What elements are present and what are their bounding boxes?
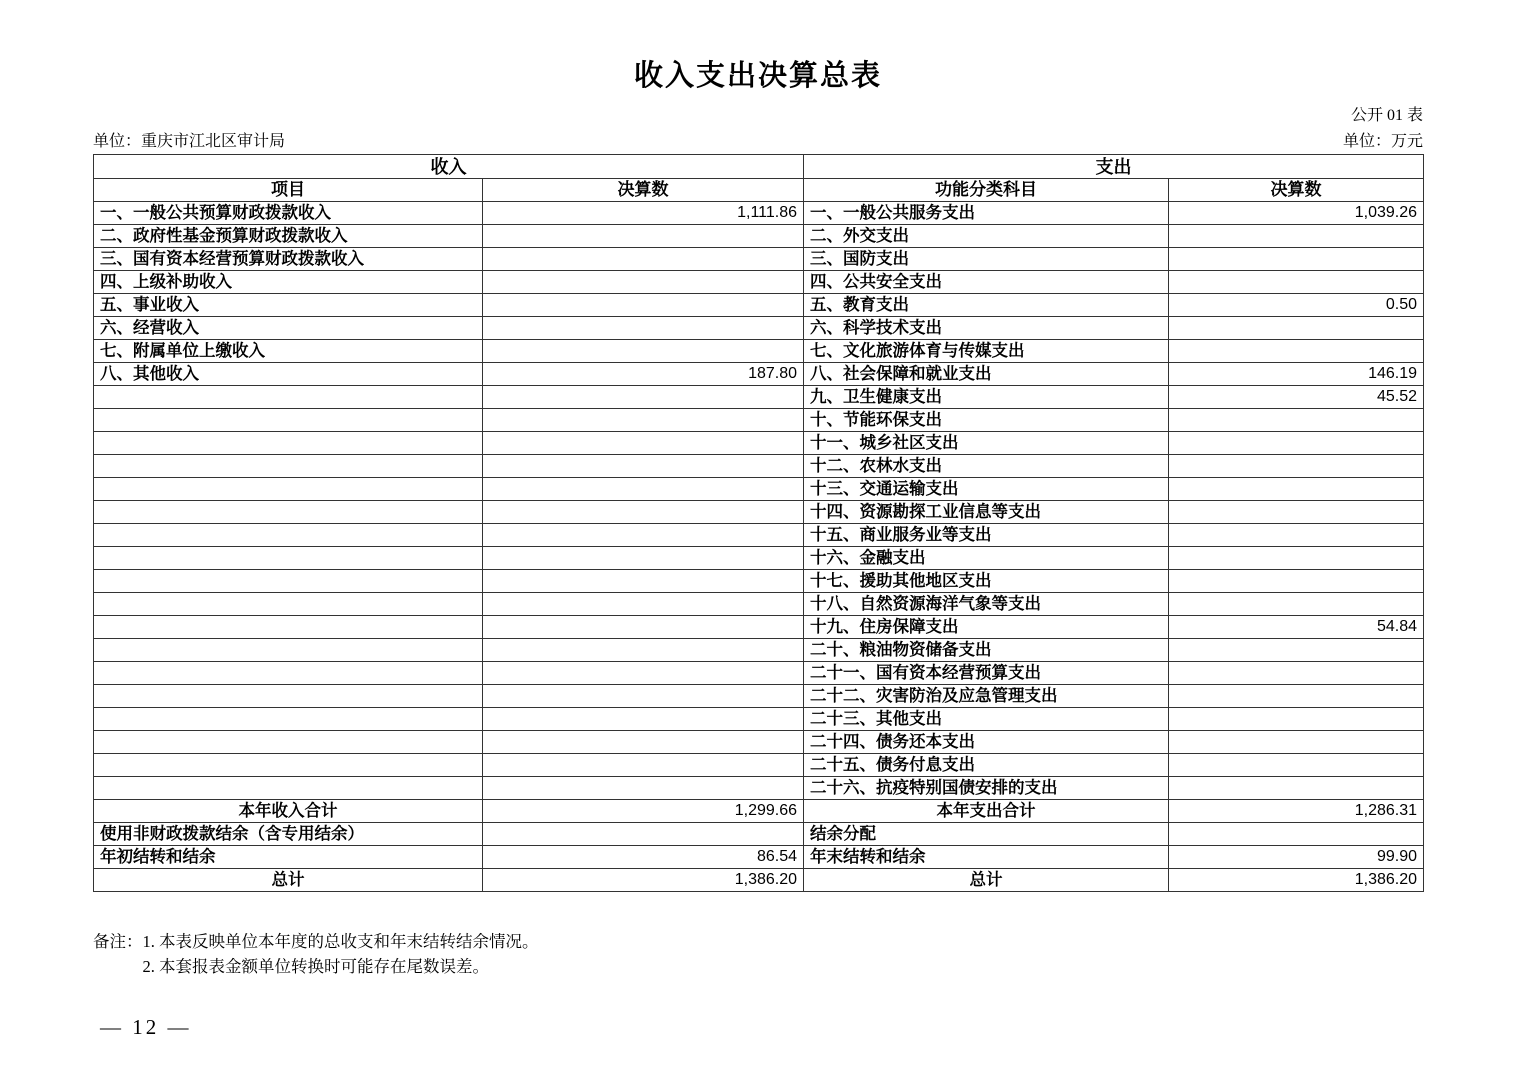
income-item-cell xyxy=(94,524,483,547)
meta-row xyxy=(93,128,1423,154)
income-item-cell xyxy=(94,455,483,478)
expense-value-cell xyxy=(1169,662,1424,685)
note-line: 1. 本表反映单位本年度的总收支和年末结转结余情况。 xyxy=(142,932,539,951)
page-title: 收入支出决算总表 xyxy=(633,60,882,92)
table-row xyxy=(94,409,1424,432)
notes-lines xyxy=(143,929,1424,979)
expense-item-cell: 十四、资源勘探工业信息等支出 xyxy=(804,501,1169,524)
expense-value-cell xyxy=(1169,455,1424,478)
column-header-income-amount: 决算数 xyxy=(483,179,804,202)
table-row xyxy=(94,202,1424,225)
expense-summary-value-cell: 1,386.20 xyxy=(1169,869,1424,892)
expense-item-cell: 二十三、其他支出 xyxy=(804,708,1169,731)
income-item-cell xyxy=(94,639,483,662)
expense-value-cell xyxy=(1169,432,1424,455)
expense-value-cell xyxy=(1169,708,1424,731)
expense-value-cell xyxy=(1169,685,1424,708)
income-item-cell xyxy=(94,754,483,777)
income-value-cell xyxy=(483,524,804,547)
income-value-cell xyxy=(483,432,804,455)
expense-item-cell: 二十一、国有资本经营预算支出 xyxy=(804,662,1169,685)
table-row xyxy=(94,731,1424,754)
table-header-row-groups xyxy=(94,155,1424,179)
expense-summary-label-cell: 本年支出合计 xyxy=(804,800,1169,823)
expense-value-cell xyxy=(1169,340,1424,363)
table-row xyxy=(94,386,1424,409)
expense-item-cell: 九、卫生健康支出 xyxy=(804,386,1169,409)
income-item-cell xyxy=(94,708,483,731)
income-item-cell xyxy=(94,685,483,708)
table-row xyxy=(94,248,1424,271)
table-row xyxy=(94,685,1424,708)
table-row xyxy=(94,501,1424,524)
document-page xyxy=(93,0,1423,979)
income-item-cell: 四、上级补助收入 xyxy=(94,271,483,294)
income-value-cell xyxy=(483,478,804,501)
table-row xyxy=(94,317,1424,340)
income-item-cell xyxy=(94,478,483,501)
income-item-cell xyxy=(94,731,483,754)
income-summary-label-cell: 总计 xyxy=(94,869,483,892)
expense-value-cell xyxy=(1169,409,1424,432)
table-row xyxy=(94,524,1424,547)
income-item-cell xyxy=(94,432,483,455)
expense-summary-value-cell xyxy=(1169,823,1424,846)
expense-value-cell xyxy=(1169,731,1424,754)
expense-section-header: 支出 xyxy=(804,155,1424,179)
income-item-cell: 二、政府性基金预算财政拨款收入 xyxy=(94,225,483,248)
table-row xyxy=(94,547,1424,570)
expense-item-cell: 十二、农林水支出 xyxy=(804,455,1169,478)
table-row xyxy=(94,363,1424,386)
expense-item-cell: 二十六、抗疫特别国债安排的支出 xyxy=(804,777,1169,800)
income-value-cell xyxy=(483,593,804,616)
expense-value-cell: 54.84 xyxy=(1169,616,1424,639)
expense-item-cell: 十一、城乡社区支出 xyxy=(804,432,1169,455)
expense-value-cell xyxy=(1169,478,1424,501)
income-summary-label-cell: 使用非财政拨款结余（含专用结余） xyxy=(94,823,483,846)
income-summary-value-cell: 1,386.20 xyxy=(483,869,804,892)
table-row xyxy=(94,708,1424,731)
expense-value-cell xyxy=(1169,317,1424,340)
expense-value-cell xyxy=(1169,593,1424,616)
expense-value-cell xyxy=(1169,501,1424,524)
income-item-cell: 六、经营收入 xyxy=(94,317,483,340)
org-unit-label: 单位：重庆市江北区审计局 xyxy=(93,133,286,150)
income-item-cell xyxy=(94,409,483,432)
column-header-income-item: 项目 xyxy=(94,179,483,202)
income-value-cell xyxy=(483,731,804,754)
income-value-cell xyxy=(483,662,804,685)
expense-value-cell: 146.19 xyxy=(1169,363,1424,386)
income-value-cell xyxy=(483,386,804,409)
table-row xyxy=(94,455,1424,478)
expense-value-cell xyxy=(1169,248,1424,271)
income-item-cell: 三、国有资本经营预算财政拨款收入 xyxy=(94,248,483,271)
income-section-header: 收入 xyxy=(94,155,804,179)
page-number: — 12 — xyxy=(100,1015,192,1039)
expense-item-cell: 二、外交支出 xyxy=(804,225,1169,248)
expense-value-cell xyxy=(1169,570,1424,593)
table-row xyxy=(94,593,1424,616)
expense-summary-label-cell: 年末结转和结余 xyxy=(804,846,1169,869)
expense-value-cell xyxy=(1169,547,1424,570)
income-summary-value-cell: 1,299.66 xyxy=(483,800,804,823)
expense-item-cell: 五、教育支出 xyxy=(804,294,1169,317)
table-summary-row xyxy=(94,846,1424,869)
table-row xyxy=(94,754,1424,777)
notes-block xyxy=(93,929,1423,979)
income-value-cell xyxy=(483,271,804,294)
note-line: 2. 本套报表金额单位转换时可能存在尾数误差。 xyxy=(142,957,489,976)
expense-item-cell: 十六、金融支出 xyxy=(804,547,1169,570)
expense-item-cell: 十八、自然资源海洋气象等支出 xyxy=(804,593,1169,616)
amount-unit-label: 单位：万元 xyxy=(1342,133,1423,150)
table-code: 公开 01 表 xyxy=(1350,107,1423,124)
income-value-cell xyxy=(483,639,804,662)
table-row xyxy=(94,225,1424,248)
table-summary-row xyxy=(94,800,1424,823)
income-value-cell xyxy=(483,570,804,593)
expense-item-cell: 十、节能环保支出 xyxy=(804,409,1169,432)
expense-item-cell: 十五、商业服务业等支出 xyxy=(804,524,1169,547)
income-item-cell xyxy=(94,547,483,570)
expense-item-cell: 十三、交通运输支出 xyxy=(804,478,1169,501)
expense-summary-label-cell: 结余分配 xyxy=(804,823,1169,846)
expense-item-cell: 八、社会保障和就业支出 xyxy=(804,363,1169,386)
income-value-cell xyxy=(483,317,804,340)
expense-value-cell xyxy=(1169,271,1424,294)
table-row xyxy=(94,616,1424,639)
table-summary-row xyxy=(94,823,1424,846)
expense-item-cell: 十九、住房保障支出 xyxy=(804,616,1169,639)
expense-value-cell: 1,039.26 xyxy=(1169,202,1424,225)
table-row xyxy=(94,478,1424,501)
income-item-cell xyxy=(94,616,483,639)
expense-summary-value-cell: 99.90 xyxy=(1169,846,1424,869)
expense-item-cell: 四、公共安全支出 xyxy=(804,271,1169,294)
expense-item-cell: 三、国防支出 xyxy=(804,248,1169,271)
income-item-cell: 八、其他收入 xyxy=(94,363,483,386)
expense-item-cell: 六、科学技术支出 xyxy=(804,317,1169,340)
income-summary-value-cell: 86.54 xyxy=(483,846,804,869)
income-value-cell xyxy=(483,616,804,639)
expense-value-cell xyxy=(1169,754,1424,777)
expense-item-cell: 二十二、灾害防治及应急管理支出 xyxy=(804,685,1169,708)
income-item-cell xyxy=(94,501,483,524)
expense-item-cell: 一、一般公共服务支出 xyxy=(804,202,1169,225)
table-row xyxy=(94,570,1424,593)
expense-item-cell: 七、文化旅游体育与传媒支出 xyxy=(804,340,1169,363)
table-header-row-columns xyxy=(94,179,1424,202)
income-value-cell xyxy=(483,754,804,777)
income-value-cell xyxy=(483,248,804,271)
income-value-cell: 1,111.86 xyxy=(483,202,804,225)
income-value-cell xyxy=(483,409,804,432)
income-item-cell xyxy=(94,386,483,409)
income-value-cell: 187.80 xyxy=(483,363,804,386)
income-item-cell xyxy=(94,593,483,616)
expense-item-cell: 二十四、债务还本支出 xyxy=(804,731,1169,754)
income-item-cell: 七、附属单位上缴收入 xyxy=(94,340,483,363)
income-summary-label-cell: 年初结转和结余 xyxy=(94,846,483,869)
table-body xyxy=(94,202,1424,892)
table-row xyxy=(94,662,1424,685)
income-value-cell xyxy=(483,225,804,248)
expense-summary-label-cell: 总计 xyxy=(804,869,1169,892)
income-value-cell xyxy=(483,455,804,478)
column-header-expense-amount: 决算数 xyxy=(1169,179,1424,202)
income-item-cell: 一、一般公共预算财政拨款收入 xyxy=(94,202,483,225)
income-value-cell xyxy=(483,340,804,363)
notes-label: 备注： xyxy=(93,932,143,951)
income-value-cell xyxy=(483,547,804,570)
table-row xyxy=(94,432,1424,455)
income-item-cell: 五、事业收入 xyxy=(94,294,483,317)
expense-value-cell xyxy=(1169,639,1424,662)
table-row xyxy=(94,294,1424,317)
income-summary-label-cell: 本年收入合计 xyxy=(94,800,483,823)
income-value-cell xyxy=(483,294,804,317)
income-item-cell xyxy=(94,570,483,593)
income-value-cell xyxy=(483,685,804,708)
income-value-cell xyxy=(483,501,804,524)
expense-value-cell xyxy=(1169,777,1424,800)
expense-item-cell: 二十、粮油物资储备支出 xyxy=(804,639,1169,662)
income-value-cell xyxy=(483,777,804,800)
expense-value-cell xyxy=(1169,524,1424,547)
final-accounts-table xyxy=(93,154,1424,892)
table-row xyxy=(94,777,1424,800)
table-summary-row xyxy=(94,869,1424,892)
expense-item-cell: 二十五、债务付息支出 xyxy=(804,754,1169,777)
table-row xyxy=(94,271,1424,294)
column-header-expense-item: 功能分类科目 xyxy=(804,179,1169,202)
income-value-cell xyxy=(483,708,804,731)
income-item-cell xyxy=(94,662,483,685)
expense-value-cell: 45.52 xyxy=(1169,386,1424,409)
income-summary-value-cell xyxy=(483,823,804,846)
expense-value-cell xyxy=(1169,225,1424,248)
expense-summary-value-cell: 1,286.31 xyxy=(1169,800,1424,823)
expense-item-cell: 十七、援助其他地区支出 xyxy=(804,570,1169,593)
income-item-cell xyxy=(94,777,483,800)
table-row xyxy=(94,639,1424,662)
table-row xyxy=(94,340,1424,363)
expense-value-cell: 0.50 xyxy=(1169,294,1424,317)
